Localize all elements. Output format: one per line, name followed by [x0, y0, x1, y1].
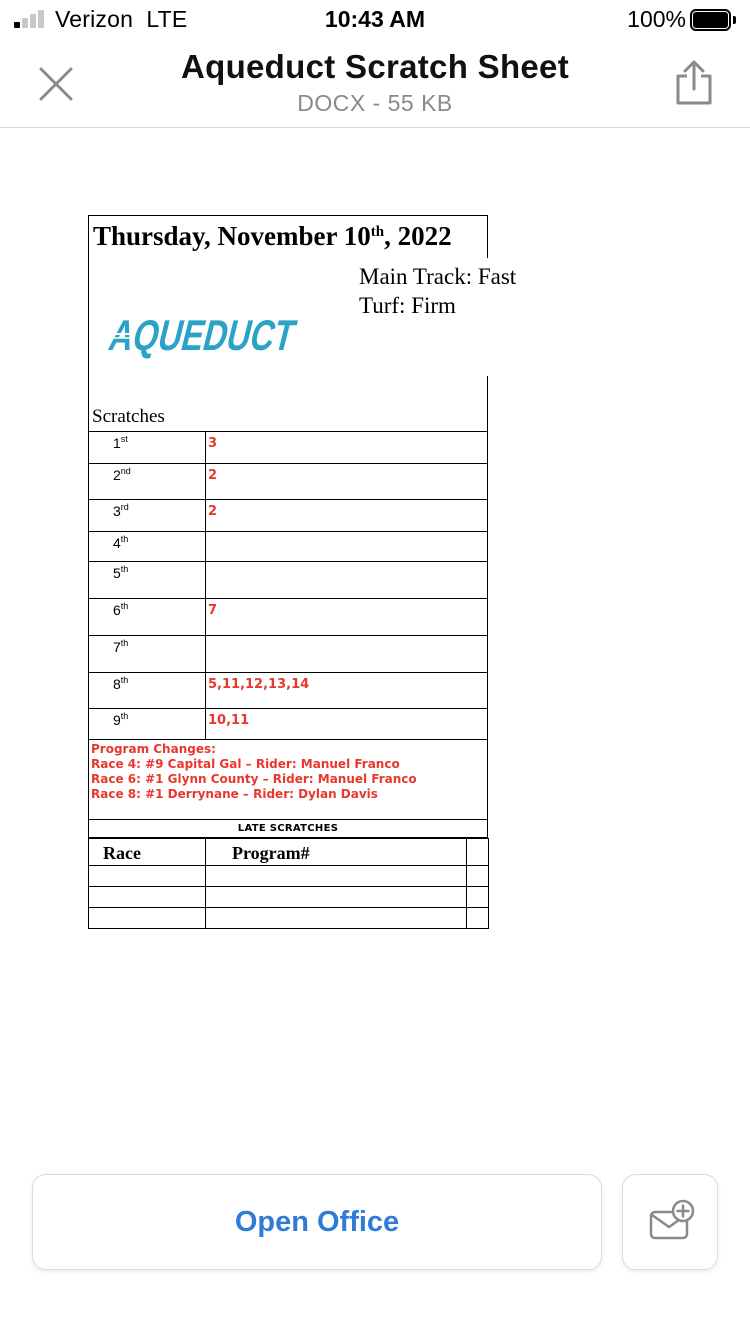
table-row [89, 908, 489, 929]
table-row [89, 673, 488, 709]
scratch-value [206, 562, 488, 599]
program-change-line: Race 6: #1 Glynn County – Rider: Manuel Franco [91, 772, 417, 786]
scratches-label: Scratches [92, 406, 165, 427]
race-number: 7th [89, 636, 206, 673]
battery-percent: 100% [627, 6, 686, 32]
late-scratches-table [88, 838, 489, 929]
share-icon [674, 60, 714, 106]
scratch-value: 2 [206, 500, 488, 532]
table-header-row [89, 839, 489, 866]
nav-header [0, 40, 750, 128]
scratches-table [88, 431, 488, 740]
program-changes [88, 740, 488, 820]
aqueduct-logo [103, 310, 361, 360]
column-header-race: Race [89, 839, 206, 866]
document-preview[interactable] [88, 215, 517, 929]
table-row [89, 464, 488, 500]
table-row [89, 532, 488, 562]
program-change-line: Race 4: #9 Capital Gal – Rider: Manuel Franco [91, 757, 400, 771]
scratch-value: 3 [206, 432, 488, 464]
open-office-button[interactable]: Open Office [32, 1174, 602, 1270]
table-row [89, 709, 488, 740]
table-row [89, 432, 488, 464]
table-row [89, 866, 489, 887]
document-title: Aqueduct Scratch Sheet [180, 48, 570, 85]
table-row [89, 500, 488, 532]
scratch-value [206, 532, 488, 562]
race-number: 8th [89, 673, 206, 709]
program-change-line: Race 8: #1 Derrynane – Rider: Dylan Davis [91, 787, 378, 801]
battery-icon [690, 9, 736, 31]
table-row [89, 599, 488, 636]
share-button[interactable] [674, 60, 714, 106]
main-track-condition: Main Track: Fast [359, 264, 517, 289]
race-number: 1st [89, 432, 206, 464]
column-header-program: Program# [206, 839, 467, 866]
race-number: 4th [89, 532, 206, 562]
carrier-label: Verizon LTE [55, 6, 188, 32]
race-number: 3rd [89, 500, 206, 532]
late-scratches-title: LATE SCRATCHES [88, 820, 488, 838]
svg-text:AQUEDUCT: AQUEDUCT [104, 311, 361, 360]
table-row [89, 636, 488, 673]
scratch-value: 2 [206, 464, 488, 500]
race-number: 6th [89, 599, 206, 636]
table-row [89, 887, 489, 908]
document-header [88, 215, 517, 377]
document-subtitle: DOCX - 55 KB [297, 90, 453, 116]
mail-add-icon [649, 1200, 695, 1242]
scratch-value: 5,11,12,13,14 [206, 673, 488, 709]
mail-attachment-button[interactable] [622, 1174, 718, 1270]
status-time: 10:43 AM [324, 6, 426, 32]
race-number: 5th [89, 562, 206, 599]
status-bar [0, 0, 750, 40]
table-row [89, 562, 488, 599]
race-date: Thursday, November 10th, 2022 [93, 221, 452, 251]
scratch-value [206, 636, 488, 673]
race-number: 2nd [89, 464, 206, 500]
scratch-value: 10,11 [206, 709, 488, 740]
program-changes-title: Program Changes: [91, 742, 216, 756]
track-conditions [359, 262, 516, 320]
race-number: 9th [89, 709, 206, 740]
turf-condition: Turf: Firm [359, 293, 456, 318]
scratch-value: 7 [206, 599, 488, 636]
scratches-heading-row [88, 377, 488, 431]
